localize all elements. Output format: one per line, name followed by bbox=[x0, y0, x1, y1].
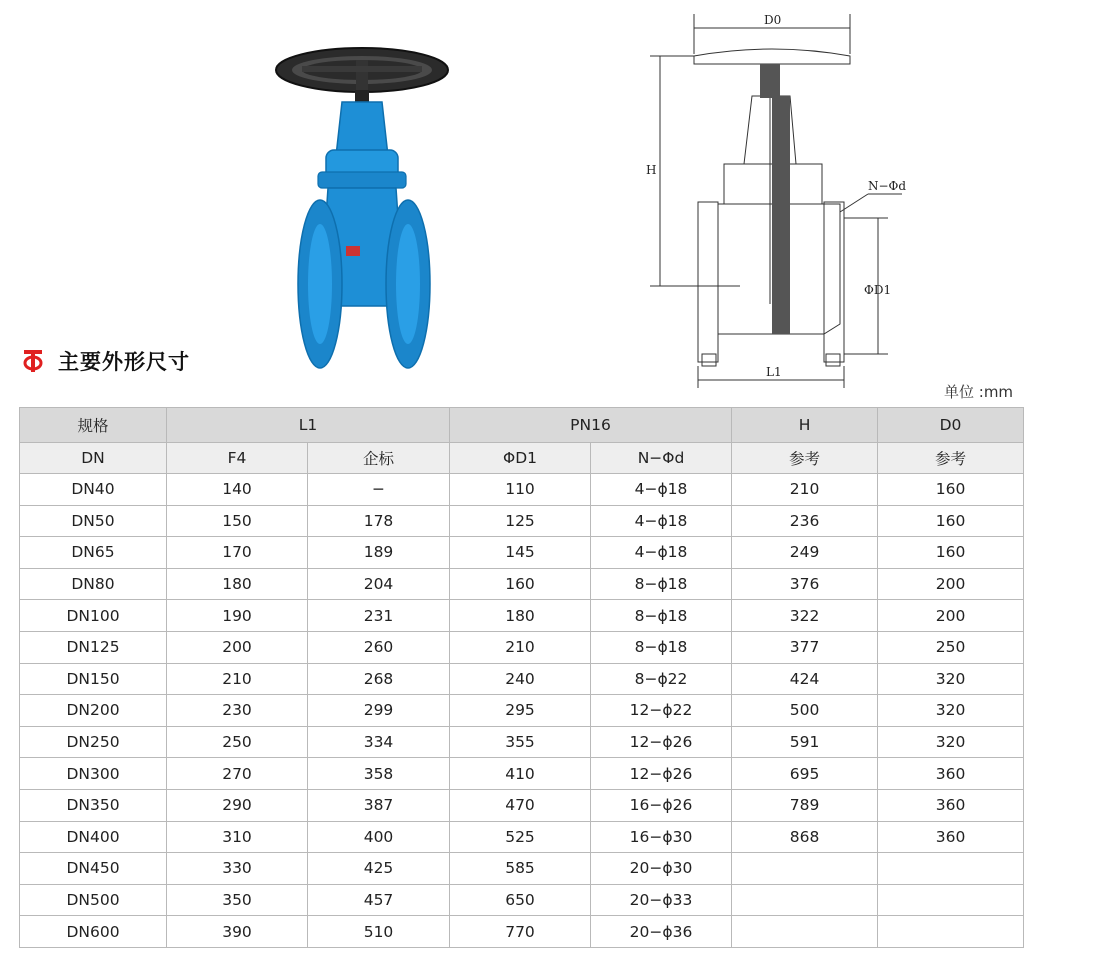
table-cell: 320 bbox=[878, 695, 1024, 727]
table-row bbox=[20, 537, 1024, 569]
header-spec: 规格 bbox=[20, 408, 167, 443]
table-cell: 145 bbox=[450, 537, 591, 569]
table-cell: 20−ϕ33 bbox=[591, 884, 732, 916]
table-row bbox=[20, 568, 1024, 600]
table-cell: DN125 bbox=[20, 631, 167, 663]
subheader-qibiao: 企标 bbox=[308, 443, 450, 474]
table-cell: 189 bbox=[308, 537, 450, 569]
table-cell: 350 bbox=[167, 884, 308, 916]
table-cell: DN600 bbox=[20, 916, 167, 948]
table-cell: DN80 bbox=[20, 568, 167, 600]
table-cell: 320 bbox=[878, 663, 1024, 695]
table-body bbox=[20, 474, 1024, 948]
table-cell: 390 bbox=[167, 916, 308, 948]
table-cell: 230 bbox=[167, 695, 308, 727]
table-cell: 8−ϕ18 bbox=[591, 568, 732, 600]
table-cell: DN65 bbox=[20, 537, 167, 569]
table-cell: 360 bbox=[878, 821, 1024, 853]
table-cell: 425 bbox=[308, 853, 450, 885]
table-cell: 789 bbox=[732, 789, 878, 821]
table-cell: 170 bbox=[167, 537, 308, 569]
table-cell: 250 bbox=[878, 631, 1024, 663]
table-cell: 200 bbox=[878, 568, 1024, 600]
table-cell: − bbox=[308, 474, 450, 506]
dim-h: H bbox=[646, 163, 657, 177]
table-cell: 376 bbox=[732, 568, 878, 600]
subheader-d0-ref: 参考 bbox=[878, 443, 1024, 474]
table-cell: 270 bbox=[167, 758, 308, 790]
table-cell: DN150 bbox=[20, 663, 167, 695]
table-cell: 150 bbox=[167, 505, 308, 537]
table-subheader-row bbox=[20, 443, 1024, 474]
table-row bbox=[20, 884, 1024, 916]
table-cell: 770 bbox=[450, 916, 591, 948]
table-cell bbox=[878, 916, 1024, 948]
header-d0: D0 bbox=[878, 408, 1024, 443]
table-cell: 200 bbox=[878, 600, 1024, 632]
table-row bbox=[20, 631, 1024, 663]
table-cell: 299 bbox=[308, 695, 450, 727]
table-cell: 360 bbox=[878, 758, 1024, 790]
table-cell: 240 bbox=[450, 663, 591, 695]
table-cell: 20−ϕ36 bbox=[591, 916, 732, 948]
table-cell: 377 bbox=[732, 631, 878, 663]
table-cell: 8−ϕ22 bbox=[591, 663, 732, 695]
table-row bbox=[20, 600, 1024, 632]
subheader-d1: ΦD1 bbox=[450, 443, 591, 474]
table-cell: 525 bbox=[450, 821, 591, 853]
table-cell: 236 bbox=[732, 505, 878, 537]
table-row bbox=[20, 505, 1024, 537]
table-cell: 160 bbox=[878, 474, 1024, 506]
table-row bbox=[20, 695, 1024, 727]
section-title: 主要外形尺寸 bbox=[58, 350, 190, 374]
table-row bbox=[20, 853, 1024, 885]
table-cell: 110 bbox=[450, 474, 591, 506]
table-cell: 650 bbox=[450, 884, 591, 916]
table-cell: 16−ϕ30 bbox=[591, 821, 732, 853]
table-cell: DN250 bbox=[20, 726, 167, 758]
table-cell: 457 bbox=[308, 884, 450, 916]
table-cell: 160 bbox=[450, 568, 591, 600]
table-cell bbox=[878, 853, 1024, 885]
table-cell bbox=[732, 884, 878, 916]
table-cell: 320 bbox=[878, 726, 1024, 758]
header-h: H bbox=[732, 408, 878, 443]
table-cell: 510 bbox=[308, 916, 450, 948]
table-cell: 12−ϕ26 bbox=[591, 726, 732, 758]
table-cell bbox=[732, 916, 878, 948]
table-cell: 295 bbox=[450, 695, 591, 727]
table-cell: 358 bbox=[308, 758, 450, 790]
table-cell: DN400 bbox=[20, 821, 167, 853]
table-cell: DN40 bbox=[20, 474, 167, 506]
dim-nd: N−Φd bbox=[868, 179, 907, 193]
table-cell: 260 bbox=[308, 631, 450, 663]
table-row bbox=[20, 758, 1024, 790]
table-cell: 190 bbox=[167, 600, 308, 632]
table-cell: 249 bbox=[732, 537, 878, 569]
table-cell: 322 bbox=[732, 600, 878, 632]
table-cell: 424 bbox=[732, 663, 878, 695]
header-l1: L1 bbox=[167, 408, 450, 443]
table-cell: 290 bbox=[167, 789, 308, 821]
table-cell: 4−ϕ18 bbox=[591, 537, 732, 569]
table-cell: 355 bbox=[450, 726, 591, 758]
table-cell: 12−ϕ26 bbox=[591, 758, 732, 790]
table-row bbox=[20, 474, 1024, 506]
table-cell: 310 bbox=[167, 821, 308, 853]
dimension-table bbox=[19, 407, 1024, 948]
table-cell: 360 bbox=[878, 789, 1024, 821]
unit-label: 单位 :mm bbox=[944, 383, 1014, 401]
table-row bbox=[20, 663, 1024, 695]
table-cell: DN350 bbox=[20, 789, 167, 821]
table-cell: 16−ϕ26 bbox=[591, 789, 732, 821]
table-row bbox=[20, 821, 1024, 853]
table-cell: 695 bbox=[732, 758, 878, 790]
table-cell: 4−ϕ18 bbox=[591, 505, 732, 537]
subheader-h-ref: 参考 bbox=[732, 443, 878, 474]
table-cell: DN100 bbox=[20, 600, 167, 632]
valve-photo bbox=[268, 46, 456, 376]
table-cell: 4−ϕ18 bbox=[591, 474, 732, 506]
table-cell: 200 bbox=[167, 631, 308, 663]
table-cell: 268 bbox=[308, 663, 450, 695]
header-pn16: PN16 bbox=[450, 408, 732, 443]
table-cell: 868 bbox=[732, 821, 878, 853]
table-cell: 585 bbox=[450, 853, 591, 885]
table-cell: 231 bbox=[308, 600, 450, 632]
table-cell: 140 bbox=[167, 474, 308, 506]
table-row bbox=[20, 726, 1024, 758]
table-cell: 400 bbox=[308, 821, 450, 853]
table-cell bbox=[878, 884, 1024, 916]
table-cell: 160 bbox=[878, 505, 1024, 537]
dim-d1: ΦD1 bbox=[864, 283, 892, 297]
table-cell: 8−ϕ18 bbox=[591, 600, 732, 632]
table-cell: 387 bbox=[308, 789, 450, 821]
table-cell: 210 bbox=[732, 474, 878, 506]
table-cell: DN200 bbox=[20, 695, 167, 727]
table-cell bbox=[732, 853, 878, 885]
table-cell: DN300 bbox=[20, 758, 167, 790]
table-cell: 210 bbox=[167, 663, 308, 695]
table-cell: DN500 bbox=[20, 884, 167, 916]
table-cell: DN50 bbox=[20, 505, 167, 537]
table-cell: DN450 bbox=[20, 853, 167, 885]
valve-technical-drawing bbox=[640, 4, 940, 396]
table-cell: 125 bbox=[450, 505, 591, 537]
subheader-f4: F4 bbox=[167, 443, 308, 474]
subheader-dn: DN bbox=[20, 443, 167, 474]
table-cell: 470 bbox=[450, 789, 591, 821]
section-heading bbox=[20, 346, 190, 376]
table-cell: 160 bbox=[878, 537, 1024, 569]
table-cell: 250 bbox=[167, 726, 308, 758]
table-cell: 180 bbox=[450, 600, 591, 632]
table-cell: 410 bbox=[450, 758, 591, 790]
subheader-nd: N−Φd bbox=[591, 443, 732, 474]
table-cell: 330 bbox=[167, 853, 308, 885]
table-cell: 210 bbox=[450, 631, 591, 663]
dim-d0: D0 bbox=[764, 13, 782, 27]
brand-logo-icon bbox=[20, 348, 46, 374]
table-row bbox=[20, 916, 1024, 948]
table-cell: 178 bbox=[308, 505, 450, 537]
table-cell: 12−ϕ22 bbox=[591, 695, 732, 727]
dim-l1: L1 bbox=[766, 365, 782, 379]
table-cell: 591 bbox=[732, 726, 878, 758]
table-cell: 500 bbox=[732, 695, 878, 727]
table-cell: 334 bbox=[308, 726, 450, 758]
table-cell: 8−ϕ18 bbox=[591, 631, 732, 663]
table-header-row bbox=[20, 408, 1024, 443]
table-cell: 20−ϕ30 bbox=[591, 853, 732, 885]
table-row bbox=[20, 789, 1024, 821]
table-cell: 180 bbox=[167, 568, 308, 600]
table-cell: 204 bbox=[308, 568, 450, 600]
